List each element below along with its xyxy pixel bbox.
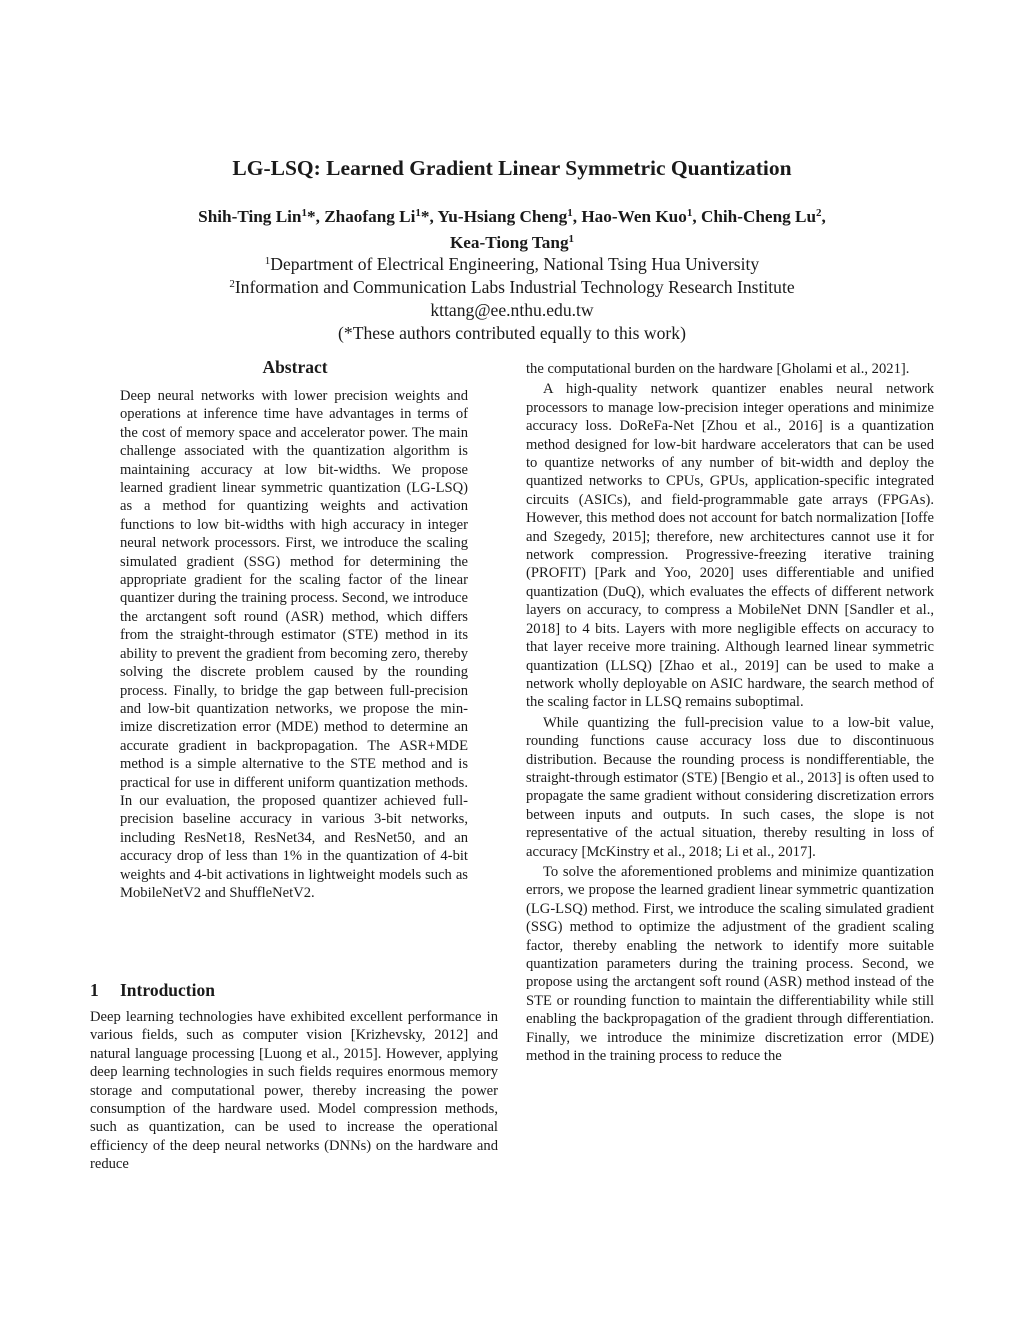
affiliation-marker: 2 <box>816 207 822 219</box>
paragraph: A high-quality network quantizer enables neural network processors to manage low-precision integer operations and minimize accuracy loss. DoReFa-Net [Zhou et al., 2016] is a quantization method designed for low-bit hardware accelerators that can be used to quantize networks of any number of bit-width and deploy the quantized networks to CPUs, GPUs, application-specific integrated circuits (ASICs), and field-programmable gate arrays (FPGAs). However, this method does not account for batch normalization [Ioffe and Szegedy, 2015]; therefore, new architectures cannot use it for network compression. Progressive-freezing iterative training (PROFIT) [Park and Yoo, 2020] uses differentiable and unified quantization (DuQ), which evaluates the effects of different network layers on accuracy, to compress a MobileNet DNN [Sandler et al., 2018] to 4 bits. Layers with more negligible effects on accuracy to that layer receive more training. Although learned linear symmetric quantization (LLSQ) [Zhao et al., 2019] can be used to make a network wholly deployable on ASIC hardware, the search method of the scaling factor in LLSQ remains suboptimal. <box>526 381 934 711</box>
affiliation-marker: 1 <box>567 207 573 219</box>
author-name: Kea-Tiong Tang <box>449 233 569 252</box>
section-heading <box>90 980 215 1001</box>
affiliation-marker: 1 <box>301 207 307 219</box>
paper-title: LG-LSQ: Learned Gradient Linear Symmetric Quantization <box>232 156 792 180</box>
affiliation-marker: 1 <box>264 255 271 267</box>
affiliation-marker: 1 <box>415 207 421 219</box>
author-name: Hao-Wen Kuo <box>581 207 687 226</box>
affiliation-marker: 1 <box>686 207 693 219</box>
contact-email: kttang@ee.nthu.edu.tw <box>430 300 594 320</box>
affiliation-text: Department of Electrical Engineering, National Tsing Hua University <box>270 254 760 274</box>
paragraph: the computational burden on the hardware [Gholami et al., 2021]. <box>526 361 910 377</box>
paragraph: To solve the aforementioned problems and minimize quantization errors, we propose the learned gradient linear symmetric quantization (LG-LSQ) method. First, we introduce the scaling simulated gradient (SSG) method to optimize the adjustment of the gradient scaling factor, thereby enabling the network to identify more suitable quantization parameters during the training process. Second, we propose using the arctangent soft round (ASR) method instead of the STE or rounding function to maintain the differentiability while still enabling the backpropagation of the gradient through differentiation. Finally, we introduce the minimize discretization error (MDE) method in the training process to reduce the <box>526 863 934 1065</box>
affiliation-1 <box>40 253 984 275</box>
paragraph: Deep learning technologies have exhibited excellent performance in various fields, such as computer vision [Krizhevsky, 2012] and natural language processing [Luong et al., 2015]. However, applying deep learning technologies in such fields requires enormous memory storage and computational power, thereby increasing the power consumption of the hardware used. Model compression methods, such as quantization, can be used to increase the operational efficiency of the deep neural networks (DNNs) on the hardware and reduce <box>90 1009 498 1173</box>
author-list: Shih-Ting Lin$^1$*, Zhaofang Li$^1$*, Yu-Hsiang Cheng$^1$, Hao-Wen Kuo$^1$, Chih-Cheng Lu$^2$, Kea-Tiong Tang$^1$ <box>198 207 826 252</box>
author-name: Chih-Cheng Lu <box>700 207 817 226</box>
introduction-right-column <box>526 360 934 1067</box>
affiliation-marker: 1 <box>568 233 575 245</box>
equal-contribution-mark: * <box>420 207 430 226</box>
affiliation-2 <box>40 276 984 298</box>
author-name: Zhaofang Li <box>324 207 416 226</box>
equal-contribution-note: (*These authors contributed equally to this work) <box>338 323 686 343</box>
section-title: Introduction <box>120 980 215 1000</box>
affiliation-text: Information and Communication Labs Industrial Technology Research Institute <box>234 277 795 297</box>
section-number: 1 <box>90 980 99 1000</box>
affiliation-marker: 2 <box>229 278 235 290</box>
author-name: Shih-Ting Lin <box>198 207 302 226</box>
abstract-body: Deep neural networks with lower precision weights and operations at inference time have advantages in terms of the cost of memory space and accelerator power. The main challenge associated with the quantization algorithm is maintaining accuracy at low bit-widths. We propose learned gradient linear symmetric quantization (LG-LSQ) as a method for quantizing weights and activation functions to low bit-widths with high accuracy in integer neural network processors. First, we introduce the scaling simulated gradient (SSG) method for determining the appropriate gradient for the scaling factor of the linear quantizer during the training process. Second, we introduce the arctangent soft round (ASR) method, which differs from the straight-through estimator (STE) method in its ability to prevent the gradient from becoming zero, thereby solving the discrete problem caused by the rounding process. Finally, to bridge the gap between full-precision and low-bit quantization networks, we propose the minimize discretization error (MDE) method to determine an accurate gradient in backpropagation. The ASR+MDE method is a simple alternative to the STE method and is practical for use in different uniform quantization methods. In our evaluation, the proposed quantizer achieved full-precision baseline accuracy in various 3-bit networks, including ResNet18, ResNet34, and ResNet50, and an accuracy drop of less than 1% in the quantization of 4-bit weights and 4-bit activations in lightweight models such as MobileNetV2 and ShuffleNetV2. <box>120 388 468 901</box>
abstract-heading: Abstract <box>262 357 328 377</box>
introduction-left-column <box>90 1008 498 1174</box>
equal-contribution-mark: * <box>307 207 316 226</box>
author-name: Yu-Hsiang Cheng <box>437 207 568 226</box>
paragraph: While quantizing the full-precision value to a low-bit value, rounding functions cause accuracy loss due to discontinuous distribution. Because the rounding process is nondifferentiable, the straight-through estimator (STE) [Bengio et al., 2013] is often used to propagate the same gradient without considering discretization errors between inputs and outputs. In such cases, the slope is not representative of the actual situation, thereby resulting in loss of accuracy [McKinstry et al., 2018; Li et al., 2017]. <box>526 714 934 860</box>
